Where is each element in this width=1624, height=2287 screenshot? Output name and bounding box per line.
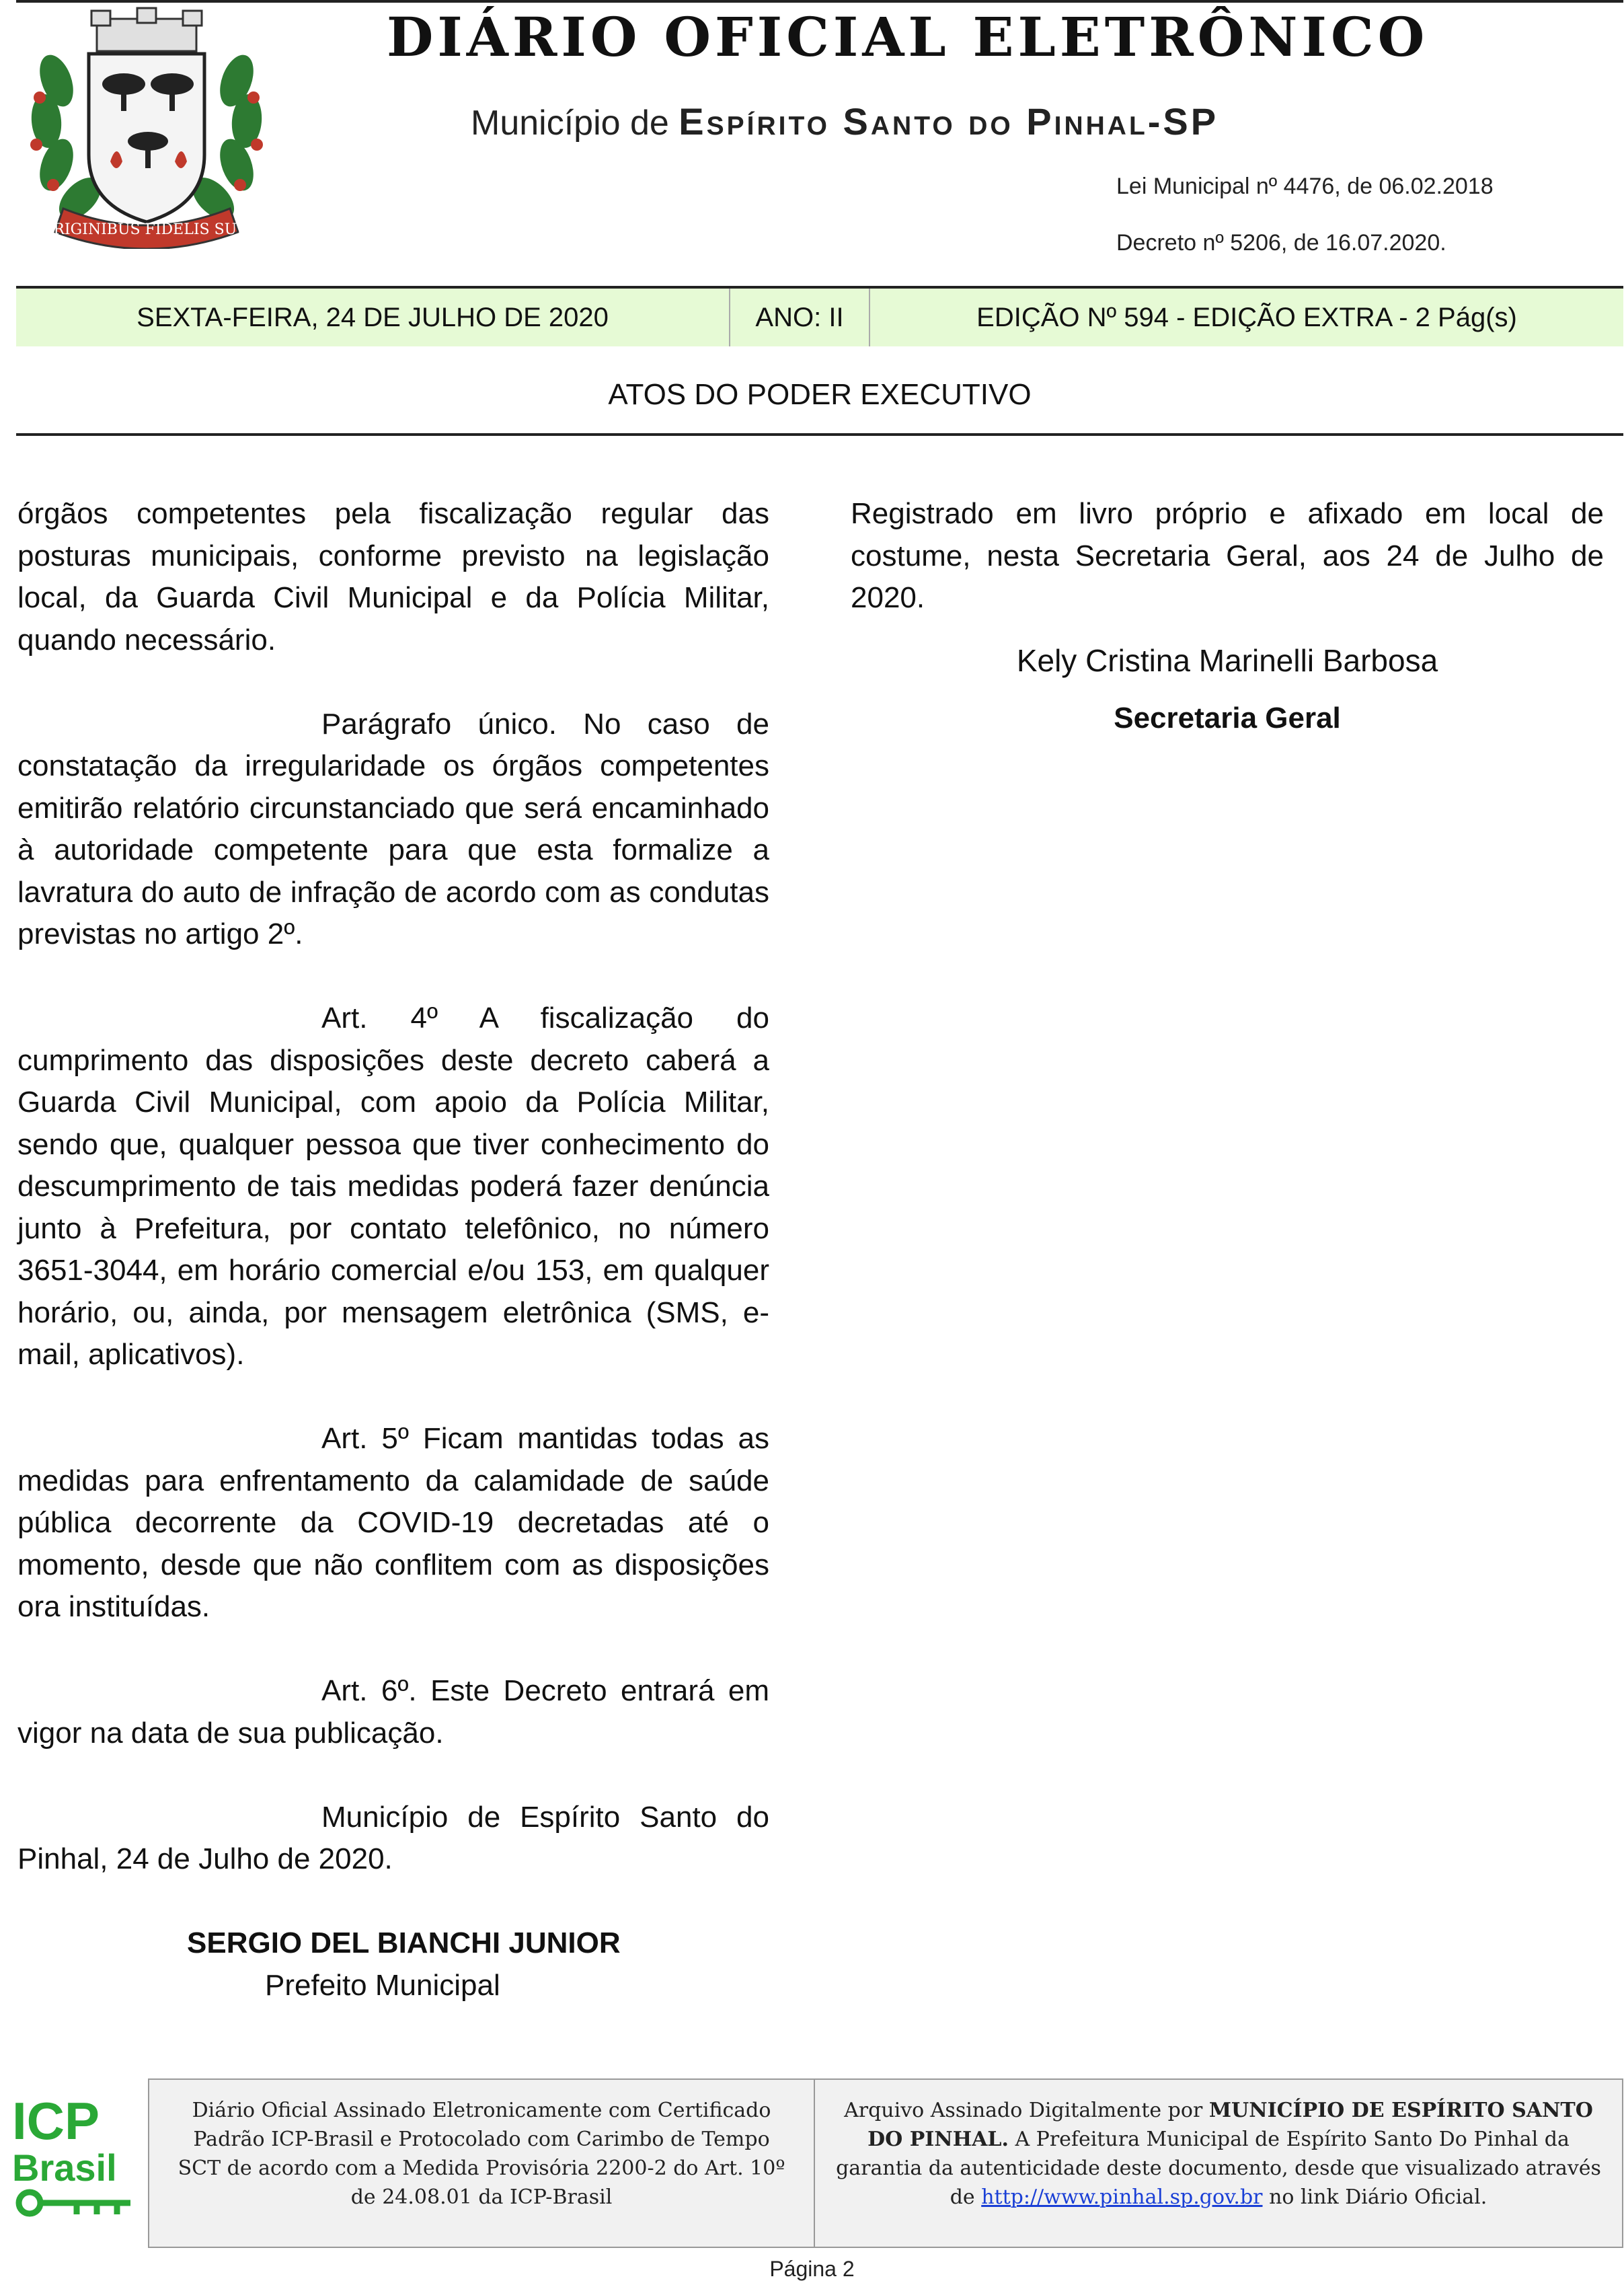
- municipality-prefix: Município de: [471, 104, 669, 143]
- footer-certification-box: [148, 2078, 1623, 2248]
- paragraph: órgãos competentes pela fiscalização regular das posturas municipais, conforme previsto na legislação local, da Guarda Civil Municipal e da Polícia Militar, quando necessário.: [17, 497, 769, 657]
- paragraph: Parágrafo único. No caso de constatação da irregularidade os órgãos competentes emitirão relatório circunstanciado que será encaminhado à autoridade competente para que esta formalize a lavratura do auto de infração de acordo com as condutas previstas no artigo 2º.: [17, 707, 769, 950]
- section-rule: [16, 433, 1623, 436]
- signer-name: Kely Cristina Marinelli Barbosa: [1016, 642, 1438, 678]
- decree-reference: Decreto nº 5206, de 16.07.2020.: [1116, 230, 1446, 256]
- edition-year: ANO: II: [729, 289, 870, 346]
- signature-entity: MUNICÍPIO DE ESPÍRITO SANTO DO PINHAL.: [867, 2099, 1593, 2151]
- icp-brasil-logo-icon: [9, 2092, 137, 2220]
- icp-logo-line1: ICP: [12, 2092, 100, 2150]
- left-column: [17, 493, 769, 2007]
- law-reference: Lei Municipal nº 4476, de 06.02.2018: [1116, 174, 1494, 199]
- edition-number: EDIÇÃO Nº 594 - EDIÇÃO EXTRA - 2 Pág(s): [976, 302, 1517, 332]
- mayor-role: Prefeito Municipal: [265, 1968, 500, 2002]
- certification-text: Diário Oficial Assinado Eletronicamente com Certificado Padrão ICP-Brasil e Protocolado com Carimbo de Tempo SCT de acordo com a Medida Provisória 2200-2 do Art. 10º de 24.08.01 da ICP-Brasil: [149, 2080, 815, 2247]
- signature-body: A Prefeitura Municipal de Espírito Santo Do Pinhal da garantia da autenticidade deste documento, desde que visualizado através de: [836, 2128, 1601, 2209]
- signature-text: [815, 2080, 1622, 2247]
- place-and-date: Município de Espírito Santo do Pinhal, 24 de Julho de 2020.: [17, 1800, 769, 1875]
- gazette-title: DIÁRIO OFICIAL ELETRÔNICO: [387, 5, 1429, 69]
- icp-logo-line2: Brasil: [12, 2146, 117, 2189]
- top-rule: [16, 0, 1623, 3]
- municipality-line: [471, 100, 1219, 143]
- article-5: Art. 5º Ficam mantidas todas as medidas para enfrentamento da calamidade de saúde pública decorrente da COVID-19 decretadas até o momento, desde que não conflitem com as disposições ora instituídas.: [17, 1422, 769, 1623]
- right-column: [851, 493, 1604, 740]
- signature-prefix: Arquivo Assinado Digitalmente por: [844, 2099, 1203, 2122]
- section-title: ATOS DO PODER EXECUTIVO: [608, 378, 1032, 411]
- municipal-crest-icon: [16, 7, 277, 249]
- signature-suffix: no link Diário Oficial.: [1269, 2185, 1487, 2209]
- mayor-name: SERGIO DEL BIANCHI JUNIOR: [187, 1926, 621, 1959]
- site-link[interactable]: http://www.pinhal.sp.gov.br: [981, 2185, 1263, 2209]
- page-number: Página 2: [769, 2257, 855, 2281]
- signer-role: Secretaria Geral: [1114, 702, 1341, 735]
- crest-motto: ORIGINIBUS FIDELIS SUM: [41, 221, 252, 238]
- article-6: Art. 6º. Este Decreto entrará em vigor na data de sua publicação.: [17, 1674, 769, 1750]
- article-4: Art. 4º A fiscalização do cumprimento das disposições deste decreto caberá a Guarda Civil Municipal, com apoio da Polícia Militar, sendo que, qualquer pessoa que tiver conhecimento do descumprimento de tais medidas poderá fazer denúncia junto à Prefeitura, por contato telefônico, no número 3651-3044, em horário comercial e/ou 153, em qualquer horário, ou, ainda, por mensagem eletrônica (SMS, e-mail, aplicativos).: [17, 1002, 769, 1371]
- edition-date: SEXTA-FEIRA, 24 DE JULHO DE 2020: [137, 302, 609, 332]
- registration-paragraph: Registrado em livro próprio e afixado em local de costume, nesta Secretaria Geral, aos 24 de Julho de 2020.: [851, 497, 1604, 614]
- edition-bar: [16, 286, 1623, 346]
- municipality-name: Espírito Santo do Pinhal-SP: [679, 100, 1219, 143]
